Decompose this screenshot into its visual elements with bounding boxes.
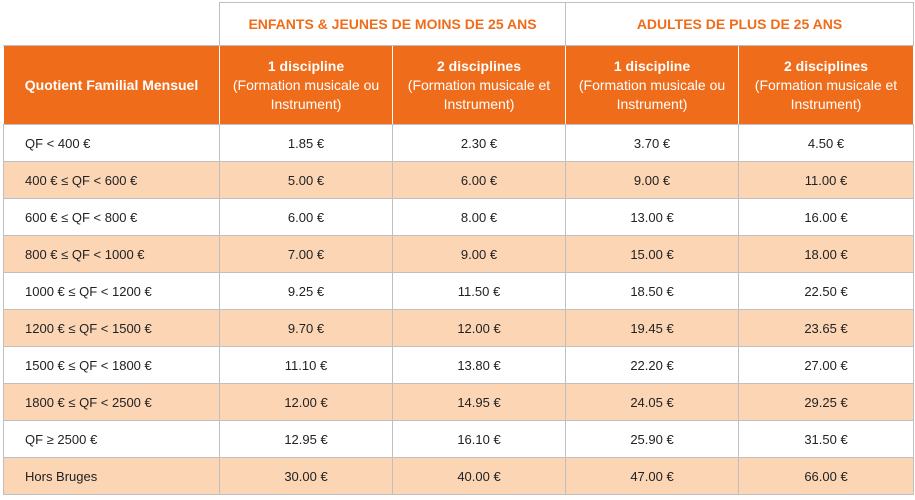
- price-cell: 6.00 €: [393, 162, 566, 199]
- price-cell: 9.00 €: [393, 236, 566, 273]
- price-cell: 5.00 €: [220, 162, 393, 199]
- price-cell: 13.00 €: [566, 199, 739, 236]
- column-note: (Formation musicale ou Instrument): [578, 76, 726, 112]
- price-cell: 11.50 €: [393, 273, 566, 310]
- qf-range-cell: QF < 400 €: [4, 125, 220, 162]
- price-cell: 12.00 €: [220, 384, 393, 421]
- empty-corner-cell: [4, 3, 220, 46]
- price-cell: 12.00 €: [393, 310, 566, 347]
- column-note: (Formation musicale et Instrument): [407, 76, 551, 112]
- qf-range-cell: 800 € ≤ QF < 1000 €: [4, 236, 220, 273]
- price-cell: 9.70 €: [220, 310, 393, 347]
- qf-range-cell: 1200 € ≤ QF < 1500 €: [4, 310, 220, 347]
- price-cell: 9.00 €: [566, 162, 739, 199]
- table-row: [4, 421, 914, 458]
- price-cell: 18.00 €: [739, 236, 914, 273]
- column-title: 2 disciplines: [436, 57, 522, 74]
- price-cell: 23.65 €: [739, 310, 914, 347]
- price-cell: 8.00 €: [393, 199, 566, 236]
- price-cell: 11.00 €: [739, 162, 914, 199]
- price-cell: 31.50 €: [739, 421, 914, 458]
- children-one-discipline-header: [220, 46, 393, 125]
- price-cell: 16.10 €: [393, 421, 566, 458]
- table-row: [4, 162, 914, 199]
- qf-range-cell: 1800 € ≤ QF < 2500 €: [4, 384, 220, 421]
- price-cell: 25.90 €: [566, 421, 739, 458]
- table-row: [4, 347, 914, 384]
- column-note: (Formation musicale et Instrument): [754, 76, 898, 112]
- price-cell: 22.50 €: [739, 273, 914, 310]
- table-row: [4, 273, 914, 310]
- price-cell: 4.50 €: [739, 125, 914, 162]
- price-cell: 2.30 €: [393, 125, 566, 162]
- adults-two-disciplines-header: [739, 46, 914, 125]
- table-row: [4, 125, 914, 162]
- price-cell: 40.00 €: [393, 458, 566, 495]
- price-cell: 12.95 €: [220, 421, 393, 458]
- price-cell: 7.00 €: [220, 236, 393, 273]
- qf-range-cell: 1500 € ≤ QF < 1800 €: [4, 347, 220, 384]
- price-cell: 30.00 €: [220, 458, 393, 495]
- price-cell: 1.85 €: [220, 125, 393, 162]
- price-cell: 14.95 €: [393, 384, 566, 421]
- qf-range-cell: 1000 € ≤ QF < 1200 €: [4, 273, 220, 310]
- tariff-table: [3, 2, 914, 495]
- price-cell: 18.50 €: [566, 273, 739, 310]
- price-cell: 47.00 €: [566, 458, 739, 495]
- column-note: (Formation musicale ou Instrument): [232, 76, 380, 112]
- column-header-row: [4, 46, 914, 125]
- price-cell: 27.00 €: [739, 347, 914, 384]
- table-row: [4, 199, 914, 236]
- price-cell: 29.25 €: [739, 384, 914, 421]
- qf-range-cell: Hors Bruges: [4, 458, 220, 495]
- price-cell: 9.25 €: [220, 273, 393, 310]
- price-cell: 22.20 €: [566, 347, 739, 384]
- price-cell: 19.45 €: [566, 310, 739, 347]
- children-group-header: ENFANTS & JEUNES DE MOINS DE 25 ANS: [220, 3, 566, 46]
- price-cell: 16.00 €: [739, 199, 914, 236]
- table-row: [4, 236, 914, 273]
- price-cell: 15.00 €: [566, 236, 739, 273]
- column-title: 1 discipline: [267, 57, 345, 74]
- price-cell: 13.80 €: [393, 347, 566, 384]
- children-two-disciplines-header: [393, 46, 566, 125]
- column-title: 2 disciplines: [783, 57, 869, 74]
- price-cell: 3.70 €: [566, 125, 739, 162]
- column-title: 1 discipline: [613, 57, 691, 74]
- qf-range-cell: 400 € ≤ QF < 600 €: [4, 162, 220, 199]
- qf-range-cell: QF ≥ 2500 €: [4, 421, 220, 458]
- adults-one-discipline-header: [566, 46, 739, 125]
- table-row: [4, 384, 914, 421]
- qf-column-header: Quotient Familial Mensuel: [4, 46, 220, 125]
- group-header-row: [4, 3, 914, 46]
- price-cell: 11.10 €: [220, 347, 393, 384]
- price-cell: 66.00 €: [739, 458, 914, 495]
- price-cell: 24.05 €: [566, 384, 739, 421]
- price-cell: 6.00 €: [220, 199, 393, 236]
- table-row: [4, 310, 914, 347]
- table-row: [4, 458, 914, 495]
- adults-group-header: ADULTES DE PLUS DE 25 ANS: [566, 3, 914, 46]
- qf-range-cell: 600 € ≤ QF < 800 €: [4, 199, 220, 236]
